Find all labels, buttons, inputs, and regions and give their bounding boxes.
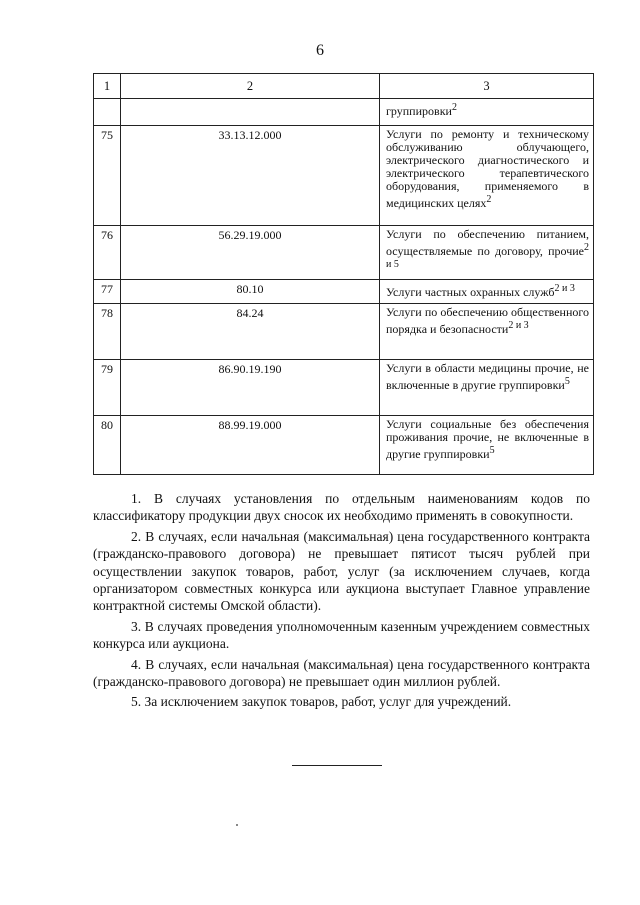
table-row [94, 99, 594, 126]
table-row [94, 126, 594, 226]
row-number: 76 [94, 226, 121, 280]
footnote-ref: 2 и 5 [386, 242, 589, 270]
row-code: 80.10 [121, 280, 380, 304]
row-number: 79 [94, 360, 121, 416]
row-description: Услуги по ремонту и техническому обслуживанию облучающего, электрического диагностического и электрического терапевтического оборудования, применяемого в медицинских целях$^2$ [380, 126, 594, 226]
header-col-3: 3 [380, 74, 594, 99]
footnote-3: 3. В случаях проведения уполномоченным казенным учреждением совместных конкурса или аукциона. [93, 618, 590, 652]
services-table [93, 73, 594, 475]
footnote-ref: 5 [564, 376, 570, 387]
row-code: 88.99.19.000 [121, 416, 380, 475]
footnote-ref: 2 [486, 194, 492, 205]
table-row [94, 280, 594, 304]
table-row [94, 226, 594, 280]
row-number [94, 99, 121, 126]
footnote-ref: 2 и 3 [508, 320, 529, 331]
footnote-ref: 2 [451, 102, 457, 113]
table-row [94, 360, 594, 416]
footnote-1: 1. В случаях установления по отдельным наименованиям кодов по классификатору продукции двух сносок их необходимо применять в совокупности. [93, 491, 590, 524]
row-number: 77 [94, 280, 121, 304]
table-row [94, 416, 594, 475]
row-description: группировки$^2$ [380, 99, 594, 126]
closing-rule [292, 765, 382, 766]
scan-dot [236, 824, 238, 826]
header-col-2: 2 [121, 74, 380, 99]
footnotes [93, 490, 590, 714]
page-number: 6 [316, 42, 324, 59]
footnote-5: 5. За исключением закупок товаров, работ, услуг для учреждений. [131, 694, 512, 710]
row-number: 75 [94, 126, 121, 226]
footnote-ref: 2 и 3 [554, 283, 575, 294]
footnote-4: 4. В случаях, если начальная (максимальная) цена государственного контракта (гражданско-правового договора) не превышает один миллион рублей. [93, 656, 590, 690]
row-code: 33.13.12.000 [121, 126, 380, 226]
row-description: Услуги по обеспечению питанием, осуществляемые по договору, прочие$^{2 и 5}$ [380, 226, 594, 280]
row-description: Услуги в области медицины прочие, не включенные в другие группировки$^5$ [380, 360, 594, 416]
table-row [94, 304, 594, 360]
row-code: 84.24 [121, 304, 380, 360]
row-description: Услуги по обеспечению общественного порядка и безопасности$^{2 и 3}$ [380, 304, 594, 360]
row-description: Услуги социальные без обеспечения проживания прочие, не включенные в другие группировки$^5$ [380, 416, 594, 475]
row-code: 86.90.19.190 [121, 360, 380, 416]
row-number: 78 [94, 304, 121, 360]
row-number: 80 [94, 416, 121, 475]
row-code: 56.29.19.000 [121, 226, 380, 280]
header-col-1: 1 [94, 74, 121, 99]
table-header-row [94, 74, 594, 99]
footnote-2: 2. В случаях, если начальная (максимальная) цена государственного контракта (гражданско-правового договора) не превышает пятисот тысяч рублей при осуществлении закупок товаров, работ, услуг (за исключением случаев, когда организатором совместных конкурса или аукциона выступает Главное управление контрактной системы Омской области). [93, 528, 590, 614]
row-description: Услуги частных охранных служб$^{2 и 3}$ [380, 280, 594, 304]
footnote-ref: 5 [489, 445, 495, 456]
row-code [121, 99, 380, 126]
